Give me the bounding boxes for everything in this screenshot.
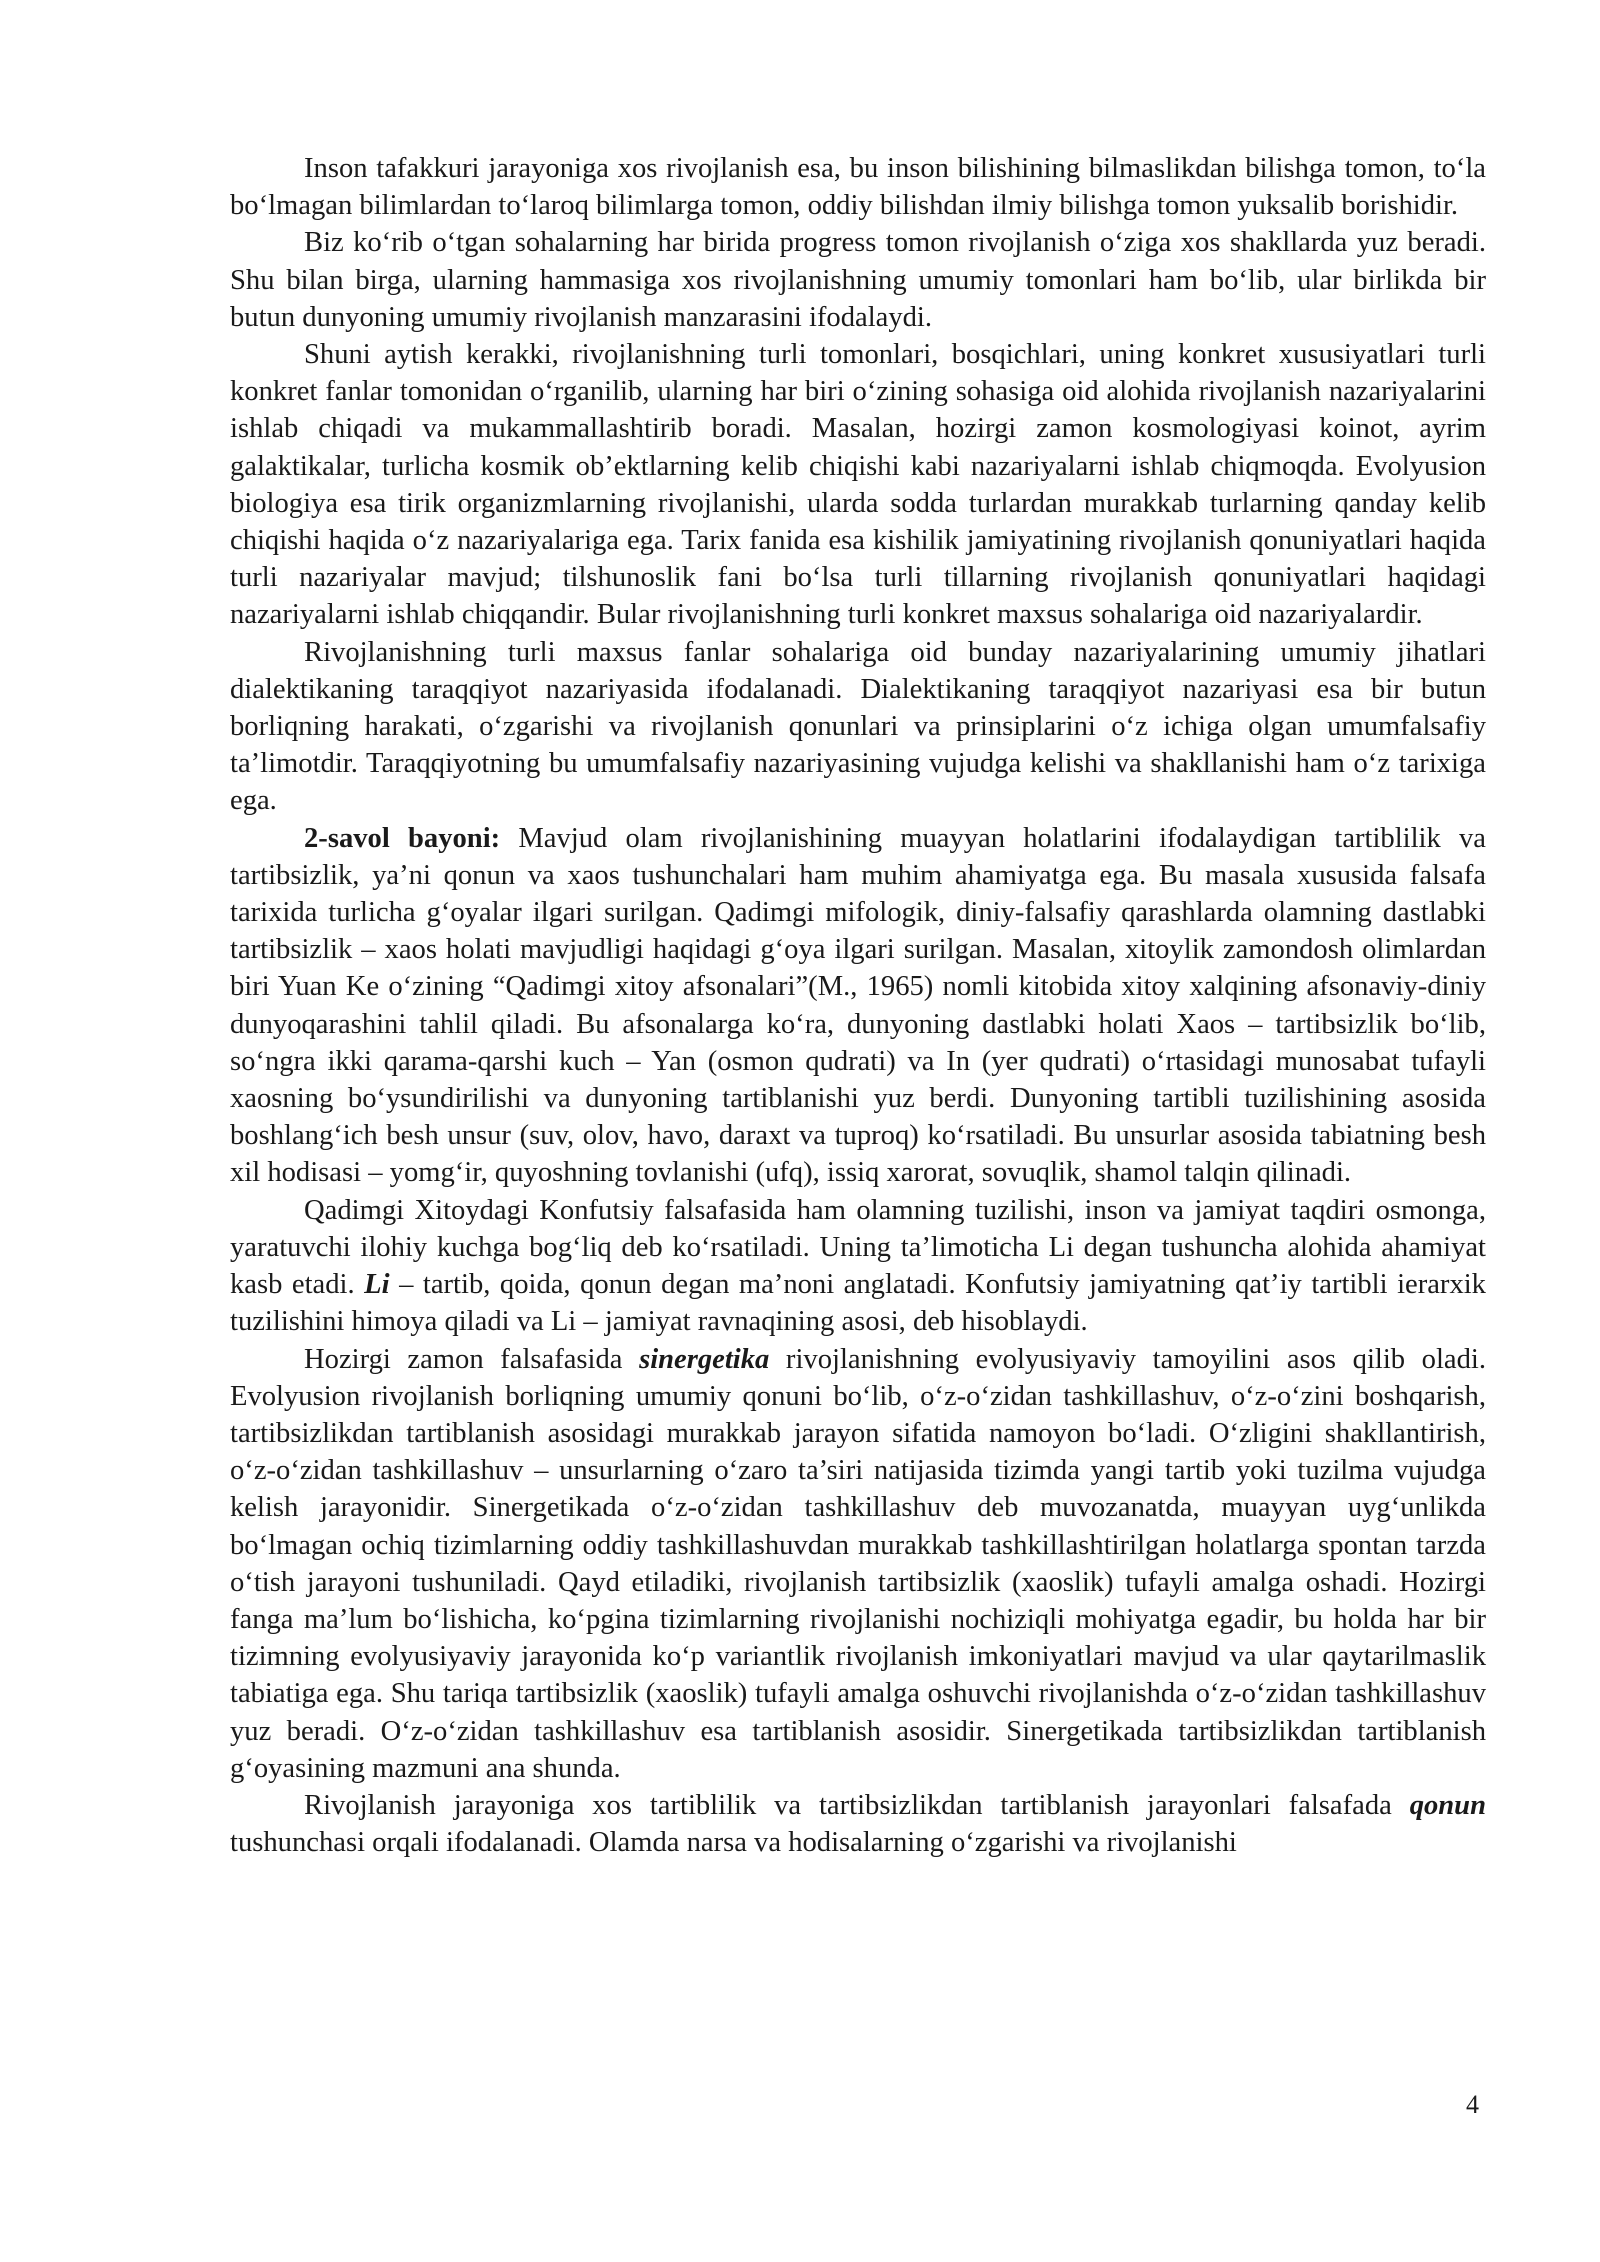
emphasis-term: Li	[364, 1269, 390, 1301]
document-page	[230, 150, 1486, 1861]
paragraph-8-text-b: tushunchasi orqali ifodalanadi. Olamda narsa va hodisalarning o‘zgarishi va rivojlanishi	[230, 1827, 1237, 1859]
paragraph-2: Biz ko‘rib o‘tgan sohalarning har birida progress tomon rivojlanish o‘ziga xos shakllarda yuz beradi. Shu bilan birga, ularning hammasiga xos rivojlanishning umumiy tomonlari ham bo‘lib, ular birlikda bir butun dunyoning umumiy rivojlanish manzarasini ifodalaydi.	[230, 227, 1486, 333]
paragraph-8-text-a: Rivojlanish jarayoniga xos tartiblilik va tartibsizlikdan tartiblanish jarayonlari falsafada	[304, 1789, 1410, 1821]
emphasis-term: qonun	[1409, 1789, 1486, 1821]
paragraph-4: Rivojlanishning turli maxsus fanlar sohalariga oid bunday nazariyalarining umumiy jihatlari dialektikaning taraqqiyot nazariyasida ifodalanadi. Dialektikaning taraqqiyot nazariyasi esa bir butun borliqning harakati, o‘zgarishi va rivojlanish qonunlari va prinsiplarini o‘z ichiga olgan umumfalsafiy ta’limotdir. Taraqqiyotning bu umumfalsafiy nazariyasining vujudga kelishi va shakllanishi ham o‘z tarixiga ega.	[230, 636, 1486, 817]
paragraph-6-text-a: Qadimgi Xitoydagi Konfutsiy falsafasida ham olamning tuzilishi, inson va jamiyat taqdiri osmonga, yaratuvchi ilohiy kuchga bog‘liq deb ko‘rsatiladi. Uning ta’limoticha Li degan tushuncha alohida ahamiyat kasb etadi.	[230, 1194, 1486, 1301]
paragraph-5	[230, 820, 1486, 1192]
paragraph-5-text: Mavjud olam rivojlanishining muayyan holatlarini ifodalaydigan tartiblilik va tartibsizlik, ya’ni qonun va xaos tushunchalari ham muhim ahamiyatga ega. Bu masala xususida falsafa tarixida turlicha g‘oyalar ilgari surilgan. Qadimgi mifologik, diniy-falsafiy qarashlarda olamning dastlabki tartibsizlik – xaos holati mavjudligi haqidagi g‘oya ilgari surilgan. Masalan, xitoylik zamondosh olimlardan biri Yuan Ke o‘zining “Qadimgi xitoy afsonalari”(M., 1965) nomli kitobida xitoy xalqining afsonaviy-diniy dunyoqarashini tahlil qiladi. Bu afsonalarga ko‘ra, dunyoning dastlabki holati Xaos – tartibsizlik bo‘lib, so‘ngra ikki qarama-qarshi kuch – Yan (osmon qudrati) va In (yer qudrati) o‘rtasidagi munosabat tufayli xaosning bo‘ysundirilishi va dunyoning tartiblanishi yuz berdi. Dunyoning tartibli tuzilishining asosida boshlang‘ich besh unsur (suv, olov, havo, daraxt va tuproq) ko‘rsatiladi. Bu unsurlar asosida tabiatning besh xil hodisasi – yomg‘ir, quyoshning tovlanishi (ufq), issiq xarorat, sovuqlik, shamol talqin qilinadi.	[230, 822, 1486, 1189]
paragraph-7-text-b: rivojlanishning evolyusiyaviy tamoyilini asos qilib oladi. Evolyusion rivojlanish borliqning umumiy qonuni bo‘lib, o‘z-o‘zidan tashkillashuv, o‘z-o‘zini boshqarish, tartibsizlikdan tartiblanish asosidagi murakkab jarayon sifatida namoyon bo‘ladi. O‘zligini shakllantirish, o‘z-o‘zidan tashkillashuv – unsurlarning o‘zaro ta’siri natijasida tizimda yangi tartib yoki tuzilma vujudga kelish jarayonidir. Sinergetikada o‘z-o‘zidan tashkillashuv deb muvozanatda, muayyan uyg‘unlikda bo‘lmagan ochiq tizimlarning oddiy tashkillashuvdan murakkab tashkillashtirilgan holatlarga spontan tarzda o‘tish jarayoni tushuniladi. Qayd etiladiki, rivojlanish tartibsizlik (xaoslik) tufayli amalga oshadi. Hozirgi fanga ma’lum bo‘lishicha, ko‘pgina tizimlarning rivojlanishi nochiziqli mohiyatga egadir, bu holda har bir tizimning evolyusiyaviy jarayonida ko‘p variantlik rivojlanish imkoniyatlari mavjud va ular qaytarilmaslik tabiatiga ega. Shu tariqa tartibsizlik (xaoslik) tufayli amalga oshuvchi rivojlanishda o‘z-o‘zidan tashkillashuv yuz beradi. O‘z-o‘zidan tashkillashuv esa tartiblanish asosidir. Sinergetikada tartibsizlikdan tartiblanish g‘oyasining mazmuni ana shunda.	[230, 1343, 1486, 1784]
paragraph-6	[230, 1192, 1486, 1341]
page-number: 4	[1466, 2090, 1479, 2119]
paragraph-8	[230, 1787, 1486, 1861]
paragraph-7-text-a: Hozirgi zamon falsafasida	[304, 1343, 640, 1375]
paragraph-6-text-b: – tartib, qoida, qonun degan ma’noni anglatadi. Konfutsiy jamiyatning qat’iy tartibli ierarxik tuzilishini himoya qiladi va Li – jamiyat ravnaqining asosi, deb hisoblaydi.	[230, 1269, 1486, 1338]
paragraph-7	[230, 1341, 1486, 1787]
paragraph-3: Shuni aytish kerakki, rivojlanishning turli tomonlari, bosqichlari, uning konkret xususiyatlari turli konkret fanlar tomonidan o‘rganilib, ularning har biri o‘zining sohasiga oid alohida rivojlanish nazariyalarini ishlab chiqadi va mukammallashtirib boradi. Masalan, hozirgi zamon kosmologiyasi koinot, ayrim galaktikalar, turlicha kosmik ob’ektlarning kelib chiqishi kabi nazariyalarni ishlab chiqmoqda. Evolyusion biologiya esa tirik organizmlarning rivojlanishi, ularda sodda turlardan murakkab turlarning qanday kelib chiqishi haqida o‘z nazariyalariga ega. Tarix fanida esa kishilik jamiyatining rivojlanish qonuniyatlari haqida turli nazariyalar mavjud; tilshunoslik fani bo‘lsa turli tillarning rivojlanish qonuniyatlari haqidagi nazariyalarni ishlab chiqqandir. Bular rivojlanishning turli konkret maxsus sohalariga oid nazariyalardir.	[230, 339, 1486, 631]
emphasis-term: sinergetika	[639, 1343, 770, 1375]
section-lead: 2-savol bayoni:	[304, 822, 501, 854]
paragraph-1: Inson tafakkuri jarayoniga xos rivojlanish esa, bu inson bilishining bilmaslikdan bilishga tomon, to‘la bo‘lmagan bilimlardan to‘laroq bilimlarga tomon, oddiy bilishdan ilmiy bilishga tomon yuksalib borishidir.	[230, 153, 1486, 222]
